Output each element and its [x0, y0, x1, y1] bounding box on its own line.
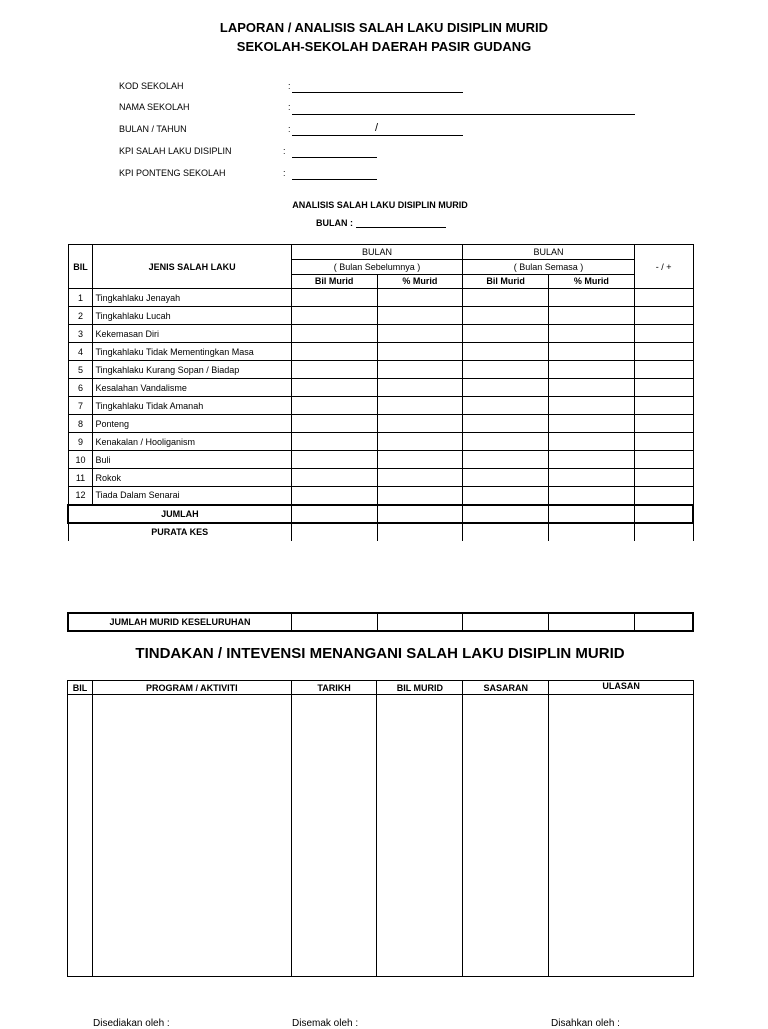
tindakan-table	[67, 680, 694, 977]
bil-murid-curr-header: Bil Murid	[463, 274, 549, 288]
kpi-ponteng-field[interactable]	[292, 179, 377, 180]
cell[interactable]	[291, 343, 377, 361]
disemak-label: Disemak oleh :	[292, 1018, 359, 1029]
cell[interactable]	[377, 487, 463, 505]
cell[interactable]	[548, 289, 634, 307]
table-row	[68, 451, 693, 469]
table-row	[68, 397, 693, 415]
row-name: Buli	[93, 451, 291, 469]
row-name: Tiada Dalam Senarai	[93, 487, 291, 505]
jumlah-murid-table	[67, 612, 694, 632]
kod-sekolah-colon: :	[288, 81, 291, 91]
row-name: Tingkahlaku Lucah	[93, 307, 291, 325]
cell[interactable]	[377, 361, 463, 379]
cell[interactable]	[548, 415, 634, 433]
pct-murid-curr-header: % Murid	[548, 274, 634, 288]
row-no: 12	[68, 487, 93, 505]
table-row	[68, 289, 693, 307]
cell[interactable]	[463, 505, 549, 523]
t3-sasaran-header: SASARAN	[463, 681, 549, 695]
table-row	[68, 487, 693, 505]
table-row	[68, 325, 693, 343]
bulan-curr-sub: ( Bulan Semasa )	[463, 260, 634, 274]
row-no: 3	[68, 325, 93, 343]
cell[interactable]	[634, 505, 693, 523]
row-no: 10	[68, 451, 93, 469]
t3-tarikh-header: TARIKH	[291, 681, 377, 695]
jumlah-murid-label: JUMLAH MURID KESELURUHAN	[68, 613, 291, 631]
cell[interactable]	[463, 379, 549, 397]
bulan-tahun-separator: /	[375, 122, 379, 134]
kpi-salah-laku-colon: :	[283, 146, 286, 156]
cell[interactable]	[634, 469, 693, 487]
bil-murid-prev-header: Bil Murid	[291, 274, 377, 288]
cell[interactable]	[463, 397, 549, 415]
row-name: Rokok	[93, 469, 291, 487]
cell[interactable]	[377, 379, 463, 397]
cell[interactable]	[634, 451, 693, 469]
cell[interactable]	[291, 613, 377, 631]
row-name: Tingkahlaku Tidak Amanah	[93, 397, 291, 415]
kpi-salah-laku-label: KPI SALAH LAKU DISIPLIN	[119, 146, 232, 156]
cell[interactable]	[291, 469, 377, 487]
cell[interactable]	[92, 695, 291, 977]
cell[interactable]	[463, 523, 549, 541]
cell[interactable]	[377, 397, 463, 415]
cell[interactable]	[634, 433, 693, 451]
cell[interactable]	[548, 613, 634, 631]
kod-sekolah-field[interactable]	[292, 92, 463, 93]
cell[interactable]	[634, 415, 693, 433]
analysis-heading: ANALISIS SALAH LAKU DISIPLIN MURID	[292, 200, 468, 210]
table-row	[68, 307, 693, 325]
cell[interactable]	[291, 433, 377, 451]
cell[interactable]	[291, 523, 377, 541]
cell[interactable]	[463, 433, 549, 451]
row-name: Tingkahlaku Tidak Mementingkan Masa	[93, 343, 291, 361]
cell[interactable]	[548, 451, 634, 469]
purata-row	[68, 523, 693, 541]
cell[interactable]	[463, 613, 549, 631]
cell[interactable]	[548, 307, 634, 325]
cell[interactable]	[463, 307, 549, 325]
cell[interactable]	[291, 487, 377, 505]
cell[interactable]	[377, 289, 463, 307]
nama-sekolah-colon: :	[288, 102, 291, 112]
cell[interactable]	[548, 397, 634, 415]
cell[interactable]	[548, 469, 634, 487]
cell[interactable]	[549, 695, 694, 977]
bil-header: BIL	[68, 245, 93, 289]
cell[interactable]	[291, 415, 377, 433]
row-no: 6	[68, 379, 93, 397]
cell[interactable]	[548, 523, 634, 541]
table-row	[68, 469, 693, 487]
cell[interactable]	[634, 613, 693, 631]
nama-sekolah-field[interactable]	[292, 114, 635, 115]
cell[interactable]	[291, 325, 377, 343]
row-no: 2	[68, 307, 93, 325]
row-no: 8	[68, 415, 93, 433]
bulan-tahun-colon: :	[288, 124, 291, 134]
cell[interactable]	[634, 523, 693, 541]
purata-label: PURATA KES	[68, 523, 291, 541]
table-row	[68, 415, 693, 433]
cell[interactable]	[377, 307, 463, 325]
kod-sekolah-label: KOD SEKOLAH	[119, 81, 184, 91]
cell[interactable]	[377, 505, 463, 523]
cell[interactable]	[548, 325, 634, 343]
cell[interactable]	[377, 613, 463, 631]
cell[interactable]	[463, 469, 549, 487]
jumlah-row	[68, 505, 693, 523]
row-no: 1	[68, 289, 93, 307]
cell[interactable]	[634, 307, 693, 325]
row-name: Tingkahlaku Jenayah	[93, 289, 291, 307]
cell[interactable]	[634, 487, 693, 505]
section2-title: TINDAKAN / INTEVENSI MENANGANI SALAH LAKU DISIPLIN MURID	[135, 645, 625, 662]
row-name: Tingkahlaku Kurang Sopan / Biadap	[93, 361, 291, 379]
row-name: Kesalahan Vandalisme	[93, 379, 291, 397]
cell[interactable]	[291, 289, 377, 307]
table-row	[68, 433, 693, 451]
pct-murid-prev-header: % Murid	[377, 274, 463, 288]
cell[interactable]	[377, 469, 463, 487]
cell[interactable]	[463, 415, 549, 433]
salah-laku-table	[67, 244, 694, 541]
cell[interactable]	[291, 695, 377, 977]
t3-program-header: PROGRAM / AKTIVITI	[92, 681, 291, 695]
cell[interactable]	[548, 487, 634, 505]
cell[interactable]	[68, 695, 93, 977]
cell[interactable]	[291, 361, 377, 379]
kpi-salah-laku-field[interactable]	[292, 157, 377, 158]
report-title: LAPORAN / ANALISIS SALAH LAKU DISIPLIN MURID	[219, 20, 549, 35]
row-no: 9	[68, 433, 93, 451]
cell[interactable]	[291, 451, 377, 469]
cell[interactable]	[634, 361, 693, 379]
row-name: Kekemasan Diri	[93, 325, 291, 343]
analysis-bulan-label: BULAN :	[316, 218, 353, 228]
cell[interactable]	[634, 397, 693, 415]
cell[interactable]	[291, 397, 377, 415]
table-row	[68, 361, 693, 379]
change-header: - / +	[634, 245, 693, 289]
row-no: 5	[68, 361, 93, 379]
cell[interactable]	[548, 379, 634, 397]
report-subtitle: SEKOLAH-SEKOLAH DAERAH PASIR GUDANG	[236, 39, 532, 54]
row-name: Kenakalan / Hooliganism	[93, 433, 291, 451]
table-row	[68, 379, 693, 397]
t3-ulasan-header: ULASAN	[549, 681, 694, 695]
disahkan-label: Disahkan oleh :	[551, 1018, 620, 1029]
cell[interactable]	[377, 451, 463, 469]
cell[interactable]	[377, 325, 463, 343]
cell[interactable]	[377, 433, 463, 451]
nama-sekolah-label: NAMA SEKOLAH	[119, 102, 190, 112]
cell[interactable]	[548, 433, 634, 451]
row-no: 7	[68, 397, 93, 415]
bulan-prev-header: BULAN	[291, 245, 462, 260]
cell[interactable]	[548, 361, 634, 379]
cell[interactable]	[291, 379, 377, 397]
cell[interactable]	[463, 487, 549, 505]
cell[interactable]	[377, 415, 463, 433]
t3-bil-murid-header: BIL MURID	[377, 681, 463, 695]
cell[interactable]	[463, 325, 549, 343]
bulan-curr-header: BULAN	[463, 245, 634, 260]
cell[interactable]	[377, 695, 463, 977]
table-row	[68, 343, 693, 361]
analysis-bulan-field[interactable]	[356, 227, 446, 228]
cell[interactable]	[377, 343, 463, 361]
cell[interactable]	[291, 307, 377, 325]
bulan-tahun-label: BULAN / TAHUN	[119, 124, 187, 134]
kpi-ponteng-label: KPI PONTENG SEKOLAH	[119, 168, 226, 178]
cell[interactable]	[634, 343, 693, 361]
cell[interactable]	[463, 451, 549, 469]
cell[interactable]	[463, 343, 549, 361]
row-no: 11	[68, 469, 93, 487]
row-name: Ponteng	[93, 415, 291, 433]
cell[interactable]	[548, 505, 634, 523]
jenis-header: JENIS SALAH LAKU	[93, 245, 291, 289]
cell[interactable]	[548, 343, 634, 361]
t3-bil-header: BIL	[68, 681, 93, 695]
cell[interactable]	[463, 361, 549, 379]
cell[interactable]	[634, 325, 693, 343]
bulan-prev-sub: ( Bulan Sebelumnya )	[291, 260, 462, 274]
cell[interactable]	[463, 289, 549, 307]
cell[interactable]	[463, 695, 549, 977]
jumlah-label: JUMLAH	[68, 505, 291, 523]
disediakan-label: Disediakan oleh :	[93, 1018, 170, 1029]
row-no: 4	[68, 343, 93, 361]
cell[interactable]	[291, 505, 377, 523]
cell[interactable]	[377, 523, 463, 541]
cell[interactable]	[634, 379, 693, 397]
bulan-tahun-field[interactable]	[292, 135, 463, 136]
cell[interactable]	[634, 289, 693, 307]
kpi-ponteng-colon: :	[283, 168, 286, 178]
